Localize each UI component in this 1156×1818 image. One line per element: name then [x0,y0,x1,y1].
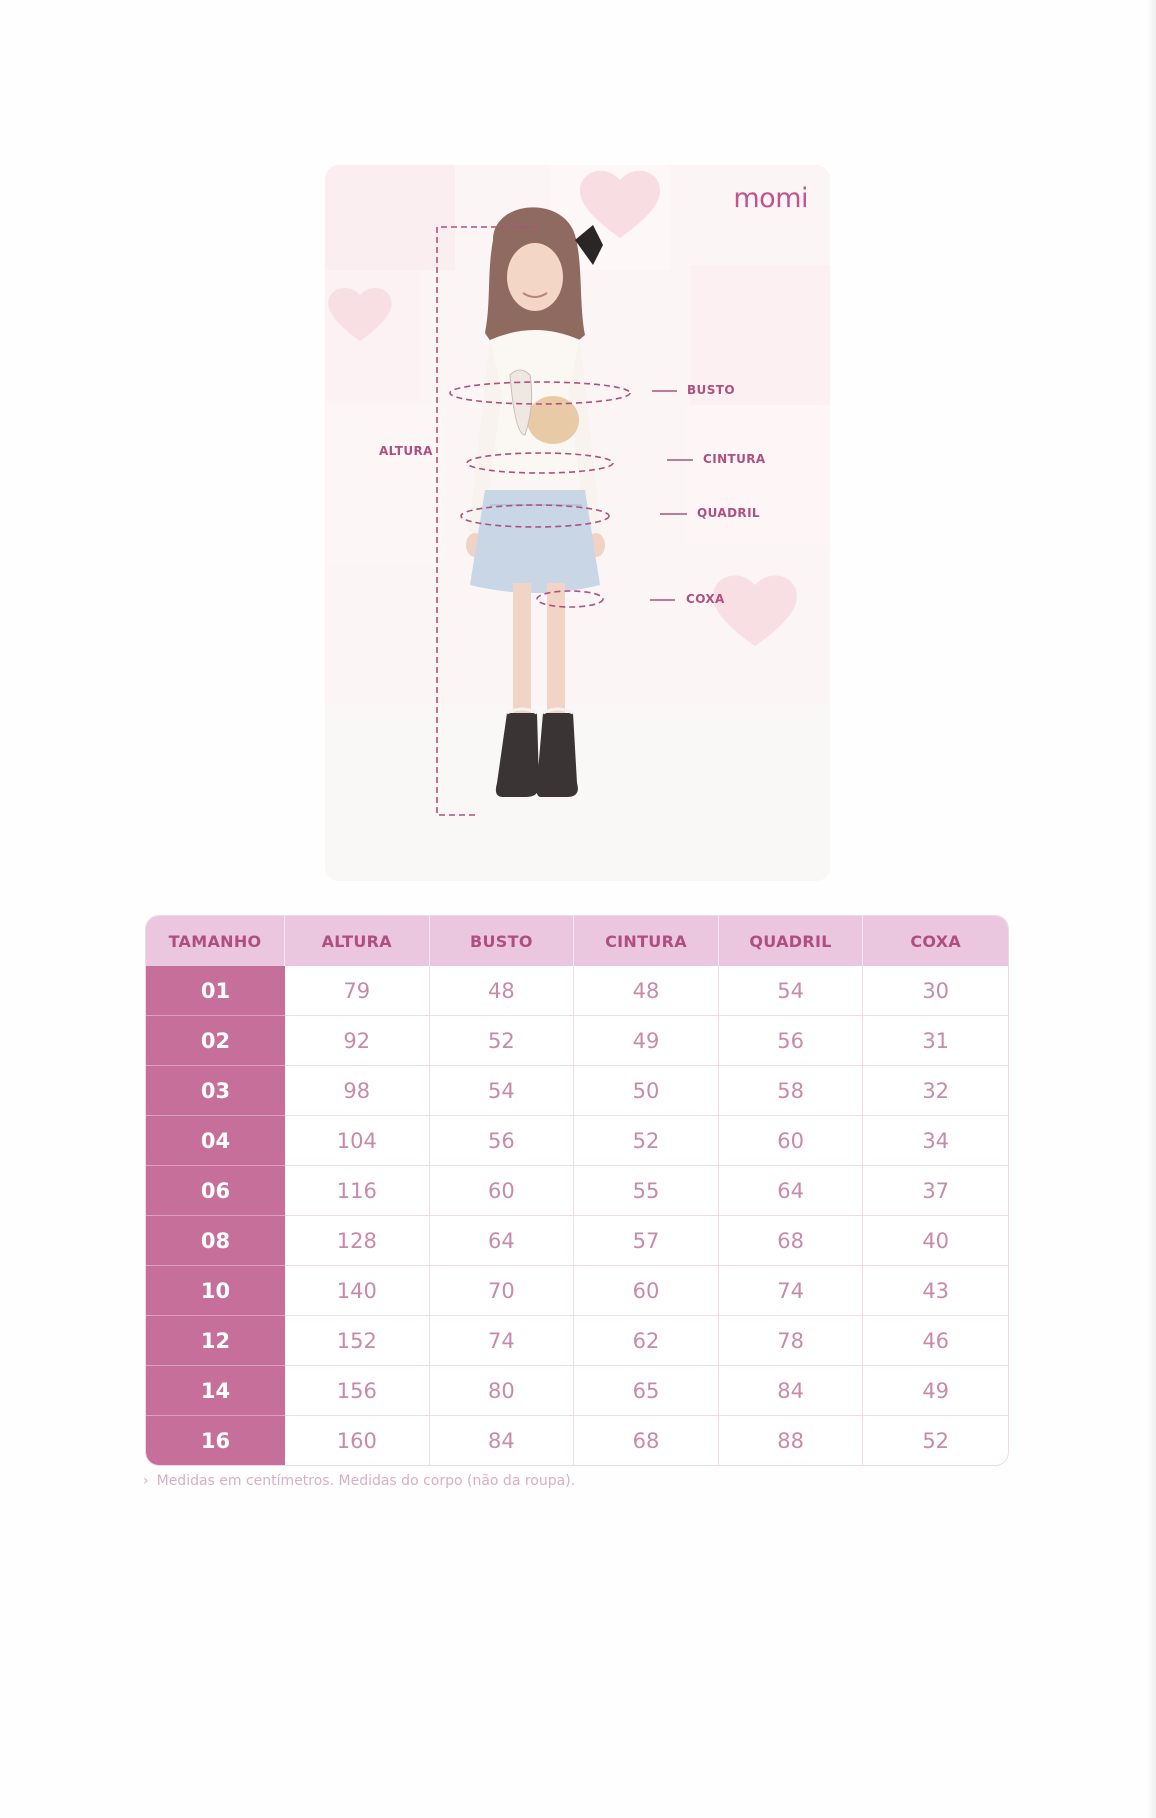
altura-cell: 116 [285,1165,430,1215]
header-quadril: QUADRIL [719,916,864,966]
busto-cell: 64 [430,1215,575,1265]
table-row [146,1015,1008,1065]
table-row [146,1115,1008,1165]
busto-cell: 80 [430,1365,575,1415]
busto-cell: 54 [430,1065,575,1115]
quadril-cell: 68 [719,1215,864,1265]
table-row [146,1365,1008,1415]
page-edge-shadow [1148,0,1156,1818]
cintura-cell: 57 [574,1215,719,1265]
size-cell: 02 [146,1015,285,1065]
busto-cell: 60 [430,1165,575,1215]
busto-cell: 56 [430,1115,575,1165]
busto-cell: 84 [430,1415,575,1465]
model-measurement-photo [325,165,830,881]
cintura-cell: 68 [574,1415,719,1465]
busto-cell: 48 [430,966,575,1015]
table-row [146,1165,1008,1215]
altura-cell: 79 [285,966,430,1015]
size-cell: 01 [146,966,285,1015]
coxa-cell: 30 [922,978,950,1003]
size-cell: 06 [146,1165,285,1215]
header-cintura: CINTURA [574,916,719,966]
size-cell: 04 [146,1115,285,1165]
header-busto: BUSTO [430,916,575,966]
quadril-cell: 56 [719,1015,864,1065]
coxa-cell: 43 [863,1265,1008,1315]
coxa-cell: 40 [863,1215,1008,1265]
size-chart-table [145,915,1009,1466]
label-cintura: CINTURA [703,452,766,466]
altura-cell: 160 [285,1415,430,1465]
quadril-cell: 74 [719,1265,864,1315]
model-illustration [325,165,830,881]
measurement-footnote [143,1473,575,1489]
coxa-cell: 34 [863,1115,1008,1165]
altura-cell: 98 [285,1065,430,1115]
header-coxa: COXA [863,916,1008,966]
label-quadril: QUADRIL [697,506,760,520]
table-row [146,1065,1008,1115]
table-row [146,1415,1008,1465]
coxa-cell: 52 [863,1415,1008,1465]
altura-cell: 104 [285,1115,430,1165]
cintura-cell: 62 [574,1315,719,1365]
header-altura: ALTURA [285,916,430,966]
coxa-cell: 31 [863,1015,1008,1065]
coxa-cell: 37 [863,1165,1008,1215]
busto-cell: 74 [430,1315,575,1365]
coxa-cell: 46 [863,1315,1008,1365]
altura-cell: 156 [285,1365,430,1415]
coxa-cell: 49 [863,1365,1008,1415]
size-cell: 08 [146,1215,285,1265]
chevron-right-icon: › [143,1473,149,1489]
quadril-cell: 54 [719,966,864,1015]
quadril-cell: 60 [719,1115,864,1165]
label-coxa: COXA [686,592,725,606]
table-row [146,1265,1008,1315]
table-header-row [146,916,1008,966]
cintura-cell: 50 [574,1065,719,1115]
table-row [146,966,1008,1015]
quadril-cell: 78 [719,1315,864,1365]
label-busto: BUSTO [687,383,735,397]
brand-logo: momi [733,183,808,214]
size-cell: 03 [146,1065,285,1115]
altura-cell: 128 [285,1215,430,1265]
size-cell: 12 [146,1315,285,1365]
altura-cell: 92 [285,1015,430,1065]
table-row [146,1315,1008,1365]
altura-cell: 152 [285,1315,430,1365]
footnote-text: Medidas em centímetros. Medidas do corpo (não da roupa). [156,1473,576,1489]
quadril-cell: 64 [719,1165,864,1215]
label-altura: ALTURA [379,444,433,458]
cintura-cell: 49 [574,1015,719,1065]
quadril-cell: 88 [719,1415,864,1465]
quadril-cell: 84 [719,1365,864,1415]
cintura-cell: 65 [574,1365,719,1415]
coxa-cell: 32 [863,1065,1008,1115]
size-cell: 16 [146,1415,285,1465]
busto-cell: 52 [430,1015,575,1065]
busto-cell: 70 [430,1265,575,1315]
header-tamanho: TAMANHO [146,916,285,966]
quadril-cell: 58 [719,1065,864,1115]
cintura-cell: 55 [574,1165,719,1215]
size-cell: 10 [146,1265,285,1315]
cintura-cell: 48 [574,966,719,1015]
table-row [146,1215,1008,1265]
altura-cell: 140 [285,1265,430,1315]
cintura-cell: 52 [574,1115,719,1165]
size-cell: 14 [146,1365,285,1415]
cintura-cell: 60 [574,1265,719,1315]
